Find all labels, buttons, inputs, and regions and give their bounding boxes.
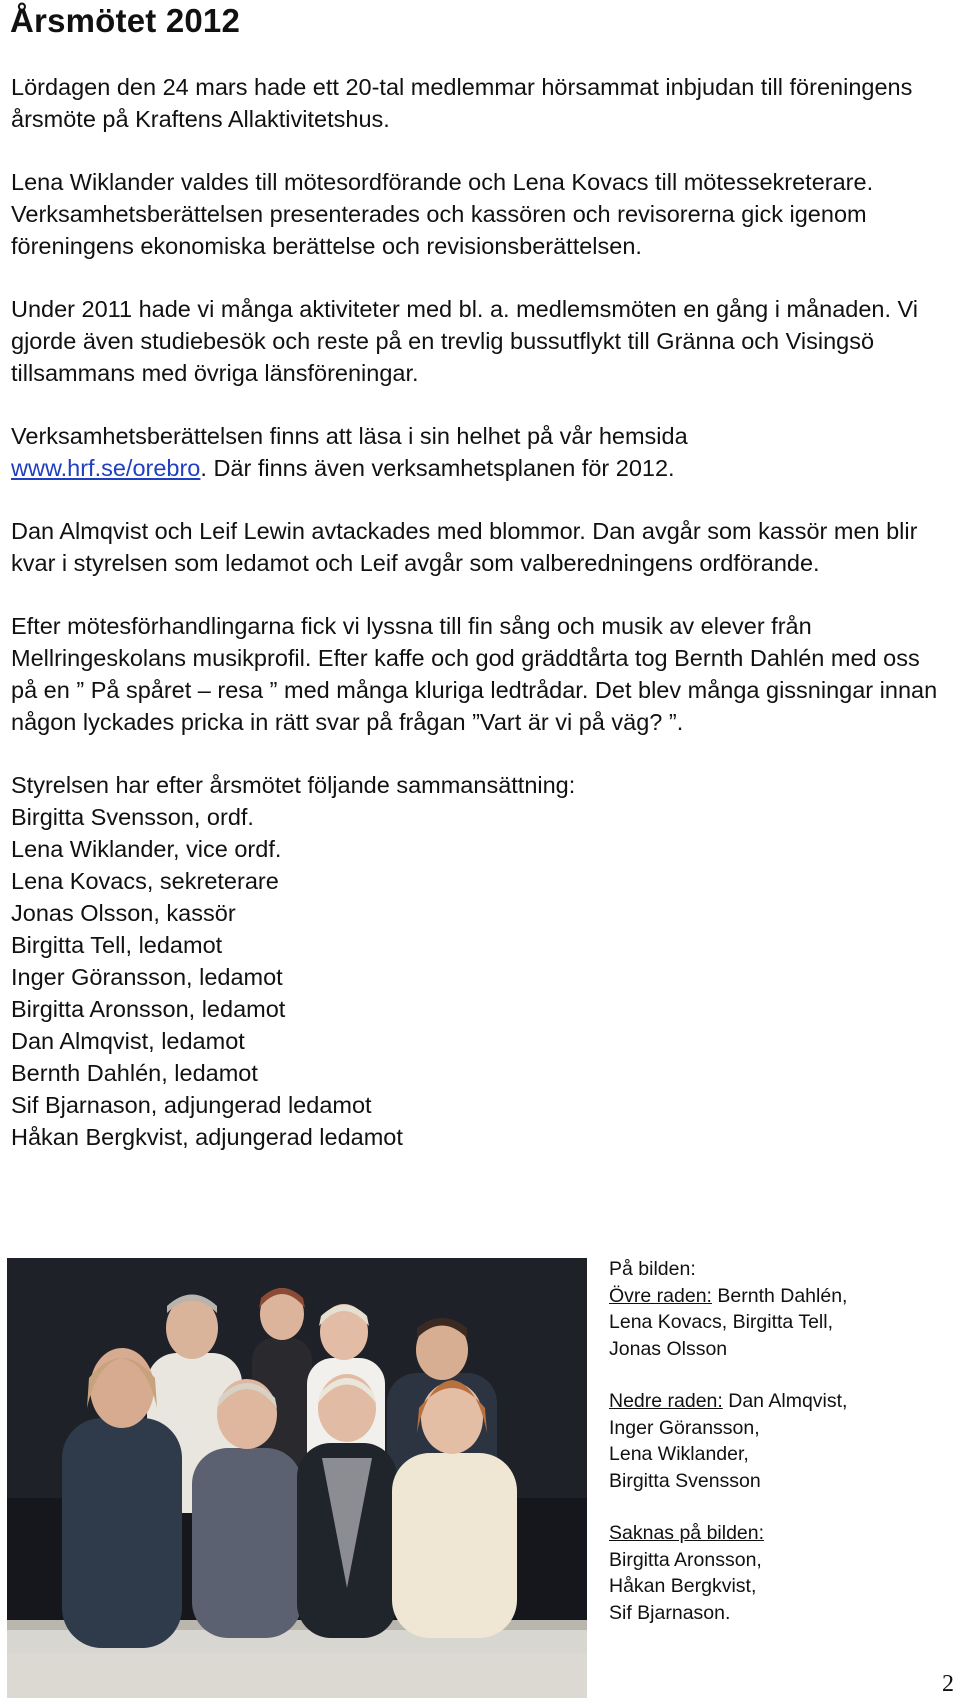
website-link[interactable]: www.hrf.se/orebro [11,455,201,481]
paragraph-intro: Lördagen den 24 mars hade ett 20-tal medlemmar hörsammat inbjudan till föreningens årsmöte på Kraftens Allaktivitetshus. [11,74,913,132]
board-member: Birgitta Svensson, ordf. [11,804,254,830]
board-member: Bernth Dahlén, ledamot [11,1060,258,1086]
caption-bottom-row-label: Nedre raden: [609,1390,723,1412]
caption-missing-label: Saknas på bilden: [609,1522,765,1544]
board-member: Jonas Olsson, kassör [11,900,236,926]
board-list [11,769,951,1153]
caption-missing-line: Birgitta Aronsson, [609,1548,762,1571]
paragraph-reports: Verksamhetsberättelsen presenterades och kassören och revisorerna gick igenom föreningens ekonomiska berättelse och revisionsberättelsen. [11,201,867,259]
caption-missing-line: Sif Bjarnason. [609,1601,731,1624]
caption-bottom-row-line: Inger Göransson, [609,1416,760,1439]
caption-top-row-line: Jonas Olsson [609,1337,728,1360]
photo-caption [609,1256,954,1652]
website-text-after: . Där finns även verksamhetsplanen för 2012. [200,455,675,481]
paragraph-website [11,420,951,484]
board-member: Inger Göransson, ledamot [11,964,283,990]
page-number: 2 [942,1671,954,1697]
website-text: Verksamhetsberättelsen finns att läsa i sin helhet på vår hemsida [11,423,688,449]
caption-bottom-row-line: Lena Wiklander, [609,1443,749,1465]
group-photo-illustration [7,1258,587,1698]
board-member: Lena Wiklander, vice ordf. [11,836,282,862]
caption-block-missing [609,1520,954,1626]
caption-missing-line: Håkan Bergkvist, [609,1575,757,1597]
board-member: Sif Bjarnason, adjungerad ledamot [11,1092,372,1118]
caption-bottom-row-line: Dan Almqvist, [722,1390,848,1412]
article-body [11,71,951,1153]
caption-heading: På bilden: [609,1258,696,1280]
paragraph-activities: Under 2011 hade vi många aktiviteter med bl. a. medlemsmöten en gång i månaden. Vi gjorde även studiebesök och reste på en trevlig bussutflykt till Gränna och Visingsö tillsammans med övriga länsföreningar. [11,296,919,386]
caption-top-row-label: Övre raden: [609,1284,712,1307]
board-intro: Styrelsen har efter årsmötet följande sammansättning: [11,772,576,798]
caption-top-row-line: Lena Kovacs, Birgitta Tell, [609,1311,834,1333]
paragraph-chair: Lena Wiklander valdes till mötesordförande och Lena Kovacs till mötessekreterare. [11,169,874,195]
board-member: Håkan Bergkvist, adjungerad ledamot [11,1124,403,1150]
paragraph-thanks: Dan Almqvist och Leif Lewin avtackades med blommor. Dan avgår som kassör men blir kvar i styrelsen som ledamot och Leif avgår som valberedningens ordförande. [11,518,918,576]
board-member: Dan Almqvist, ledamot [11,1028,245,1054]
board-member: Birgitta Aronsson, ledamot [11,996,286,1022]
caption-block-intro [609,1256,954,1362]
board-member: Birgitta Tell, ledamot [11,932,223,958]
paragraph-entertainment: Efter mötesförhandlingarna fick vi lyssna till fin sång och musik av elever från Mellringeskolans musikprofil. Efter kaffe och god gräddtårta tog Bernth Dahlén med oss på en ” På spåret – resa ” med många kluriga ledtrådar. Det blev många gissningar innan någon lyckades pricka in rätt svar på frågan ”Vart är vi på väg? ”. [11,613,938,735]
caption-top-row-line: Bernth Dahlén, [711,1284,848,1307]
group-photo [7,1258,587,1698]
board-member: Lena Kovacs, sekreterare [11,868,279,894]
caption-bottom-row-line: Birgitta Svensson [609,1469,761,1492]
page-title: Årsmötet 2012 [10,2,241,39]
caption-block-bottom [609,1388,954,1494]
